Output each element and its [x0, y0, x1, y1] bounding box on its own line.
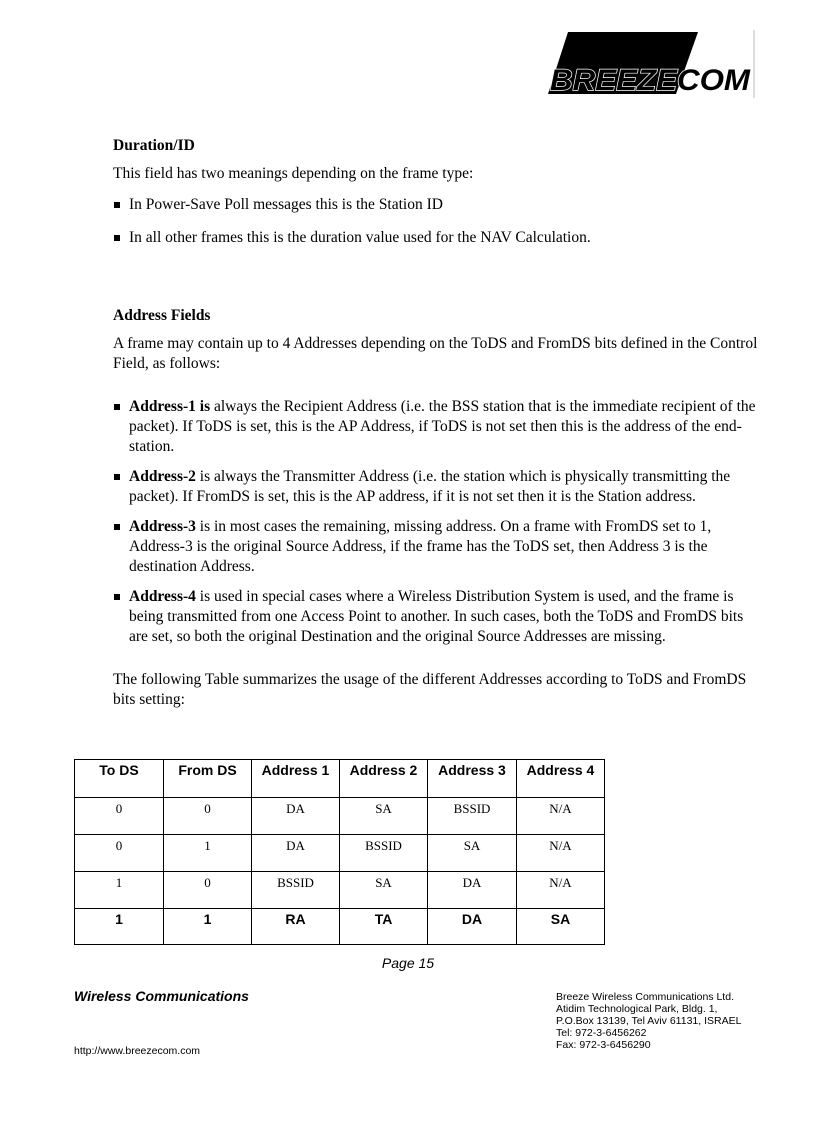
table-cell: SA — [340, 798, 428, 835]
list-item: In Power-Save Poll messages this is the Station ID — [113, 195, 763, 215]
logo-text: BREEZECOM — [550, 64, 752, 97]
header-address-4: Address 4 — [517, 760, 605, 798]
table-cell: 1 — [75, 909, 164, 945]
list-item — [113, 587, 763, 647]
duration-id-heading: Duration/ID — [113, 137, 195, 154]
table-cell: 0 — [75, 798, 164, 835]
table-row — [75, 835, 605, 872]
table-cell: BSSID — [252, 872, 340, 909]
header-address-1: Address 1 — [252, 760, 340, 798]
duration-id-list — [113, 195, 763, 248]
address-2-text: is always the Transmitter Address (i.e. the station which is physically transmitting the packet). If FromDS is set, this is the AP address, if it is not set then it is the Station address. — [129, 468, 731, 505]
address-3-term: Address-3 — [129, 518, 196, 535]
table-cell: DA — [428, 909, 517, 945]
address-fields-heading: Address Fields — [113, 307, 211, 324]
table-cell: DA — [428, 872, 517, 909]
table-cell: 1 — [75, 872, 164, 909]
list-item — [113, 517, 763, 577]
table-intro: The following Table summarizes the usage of the different Addresses according to ToDS and FromDS bits setting: — [113, 671, 747, 708]
table-row — [75, 909, 605, 945]
footer-address — [556, 991, 741, 1051]
address-fields-intro: A frame may contain up to 4 Addresses depending on the ToDS and FromDS bits defined in the Control Field, as follows: — [113, 335, 758, 372]
address-4-term: Address-4 — [129, 588, 196, 605]
table-row — [75, 872, 605, 909]
table-row — [75, 798, 605, 835]
main-content — [113, 136, 763, 710]
table-cell: 1 — [164, 909, 252, 945]
table-cell: N/A — [517, 798, 605, 835]
table-cell: SA — [340, 872, 428, 909]
footer-url: http://www.breezecom.com — [74, 1045, 201, 1057]
table-cell: DA — [252, 798, 340, 835]
table-cell: 1 — [164, 835, 252, 872]
address-table — [74, 759, 605, 945]
duration-id-intro: This field has two meanings depending on the frame type: — [113, 165, 474, 182]
table-cell: 0 — [164, 798, 252, 835]
address-4-text: is used in special cases where a Wireless Distribution System is used, and the frame is being transmitted from one Access Point to another. In such cases, both the ToDS and FromDS bits are set, so both the original Destination and the original Source Addresses are missing. — [129, 588, 744, 645]
header-to-ds: To DS — [75, 760, 164, 798]
table-cell: DA — [252, 835, 340, 872]
list-item — [113, 397, 763, 457]
table-cell: 0 — [164, 872, 252, 909]
header-from-ds: From DS — [164, 760, 252, 798]
breezecom-logo — [548, 30, 758, 100]
address-1-text: always the Recipient Address (i.e. the BSS station that is the immediate recipient of the packet). If ToDS is set, this is the AP Address, if ToDS is not set then this is the address of the end-station. — [129, 398, 756, 455]
page-number: Page 15 — [381, 955, 435, 971]
address-line: Atidim Technological Park, Bldg. 1, — [556, 1003, 718, 1015]
header-address-3: Address 3 — [428, 760, 517, 798]
table-cell: N/A — [517, 872, 605, 909]
table-cell: BSSID — [428, 798, 517, 835]
address-line: Breeze Wireless Communications Ltd. — [556, 991, 734, 1003]
address-line: P.O.Box 13139, Tel Aviv 61131, ISRAEL — [556, 1015, 742, 1027]
address-3-text: is in most cases the remaining, missing address. On a frame with FromDS set to 1, Address-3 is the original Source Address, if the frame has the ToDS set, then Address 3 is the destination Address. — [129, 518, 712, 575]
table-cell: 0 — [75, 835, 164, 872]
header-address-2: Address 2 — [340, 760, 428, 798]
address-2-term: Address-2 — [129, 468, 196, 485]
address-line: Fax: 972-3-6456290 — [556, 1039, 651, 1051]
table-cell: TA — [340, 909, 428, 945]
table-cell: RA — [252, 909, 340, 945]
address-fields-list — [113, 397, 763, 647]
list-item — [113, 467, 763, 507]
table-cell: SA — [517, 909, 605, 945]
footer-title: Wireless Communications — [74, 988, 249, 1004]
table-cell: N/A — [517, 835, 605, 872]
table-cell: SA — [428, 835, 517, 872]
table-cell: BSSID — [340, 835, 428, 872]
list-item: In all other frames this is the duration value used for the NAV Calculation. — [113, 228, 763, 248]
address-line: Tel: 972-3-6456262 — [556, 1027, 647, 1039]
address-1-term: Address-1 is — [129, 398, 211, 415]
table-header-row — [75, 760, 605, 798]
